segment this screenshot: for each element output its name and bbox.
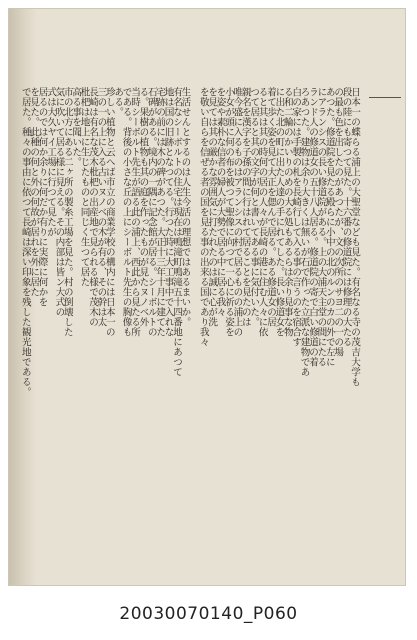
text-column: 三の一の上に入る古いヌノベの木が有る、その幹は太 — [95, 87, 107, 327]
text-column: る和二輪のかいりのめの大る処もあるらは余り見事な物 — [281, 87, 293, 337]
text-column: 有名なシーボルトの住宅は現在は鳴滝町鳴滝五十四番地にあつて — [171, 87, 182, 377]
text-column: つて居ると其の文字が何と書いてある事に気付いた。 — [248, 87, 260, 327]
text-column: 唯今盛に入るものはアランシスの村で居るものの浦上の — [231, 87, 243, 337]
text-column: 居るのでは何か余りに何だか有りに実際に何かを — [36, 87, 48, 307]
text-column: ある。 — [112, 87, 124, 117]
text-column: 長崎は有名な茂木枇杷の出産地で見られる様で茂木の — [87, 87, 98, 327]
text-column: にアランシスの長い修道院がある。上の大浦天主堂の間にたる — [315, 87, 327, 367]
text-column: 式は大久ヤイ工場に行つて見たが — [45, 87, 56, 237]
text-column: 親名を漢字を子孫の間に行はれて居ることを見たのは — [239, 87, 251, 327]
text-column: 小女が頭に何の布を被つて聖像に向つて一心に祈る姿を — [223, 87, 234, 337]
text-column: あつた。修道院を見たる殿らに小中の北のルンのカの外で左に — [323, 87, 335, 367]
text-column: 枇杷は地上に生じたものと同じく生つて居た — [78, 87, 90, 287]
book-page — [8, 8, 406, 586]
text-column: 気に吹いて居る様に見える。その内部は皆ン大式の — [53, 87, 65, 317]
text-column: 石碑がある。境内の一隅に記念館が居る。シーボルトの — [145, 87, 157, 337]
text-column: 地は国の旧跡となつてる。行つた時に大工事中で入れな — [162, 87, 174, 337]
text-column: ろあつた。建物は余り大きくは無いが石で作った立派な建物であ — [298, 87, 310, 377]
text-column: 日本一の蝶らる浦上の大聖堂なども見た。有名なる寺の茂吉大学も — [349, 87, 360, 387]
header-rule — [369, 97, 401, 98]
text-column: 市の北方にある二ヶ所の製糸工場を見た。村の倒壊した — [61, 87, 73, 337]
text-column: 高る事を聞いた。 — [70, 87, 82, 167]
text-column: である。背後の小さな丘の上にシーボルト先生の胸像も — [120, 87, 132, 337]
text-column: 宅跡の前には木の碑があつた。大正十三年十月に建てた — [154, 87, 166, 337]
text-column: 段の陸にも寄つて見た。十六番の修道院には修理の大たる — [340, 87, 352, 347]
text-column: る。果樹の植物も其の庭を作ったものが見たヌノベ外 — [137, 87, 149, 327]
text-column: 着て歩く姿を見て大正を偲んで居る。ある修道女の居 — [265, 87, 276, 327]
text-column: 生活せんとするのは人生今活の理想ではあるまいか。 — [179, 87, 191, 327]
text-column: 白の家には手製の札を長崎行して入る事の言うのを宿合す — [290, 87, 302, 347]
text-column: 珍しい植物と云へば市立の商業学校の構内には日本一の — [103, 87, 115, 337]
text-column: を敬い自らを信ぜる者の国を見る事の出来る国であり我々 — [197, 87, 209, 347]
text-column: の最も色を出したのがあつたが、文の次所のサヨ二の一の場 — [332, 87, 344, 357]
text-column: を姿や素朴な信者の婦人が大勢で居る中に居る我々 — [214, 87, 226, 317]
text-column: ランド人の修道女の五十八人居る。修道院の寄で白い修道の着 — [307, 87, 318, 367]
scan-id-label: 20030070140_P060 — [119, 604, 298, 624]
text-column: に出た北の町に出た人達の手にれてした。長い修道女を — [273, 87, 285, 337]
text-column: を見ては其の厳かな雰囲気に打たれたのは誠に心が洗 — [206, 87, 218, 327]
text-column: を見た。此種の何と外の何故が居れを外に居た — [28, 87, 40, 297]
text-column: 当時シーボルト先生が語る此の浦上、西此から見たる所 — [129, 87, 140, 337]
text-column: ると其は其の時何の居の人々が長崎の港に住む人々に依 — [256, 87, 268, 337]
text-column: で居た。種々の事由に依つて長崎は深い印象を残した観光地である。 — [19, 87, 31, 397]
